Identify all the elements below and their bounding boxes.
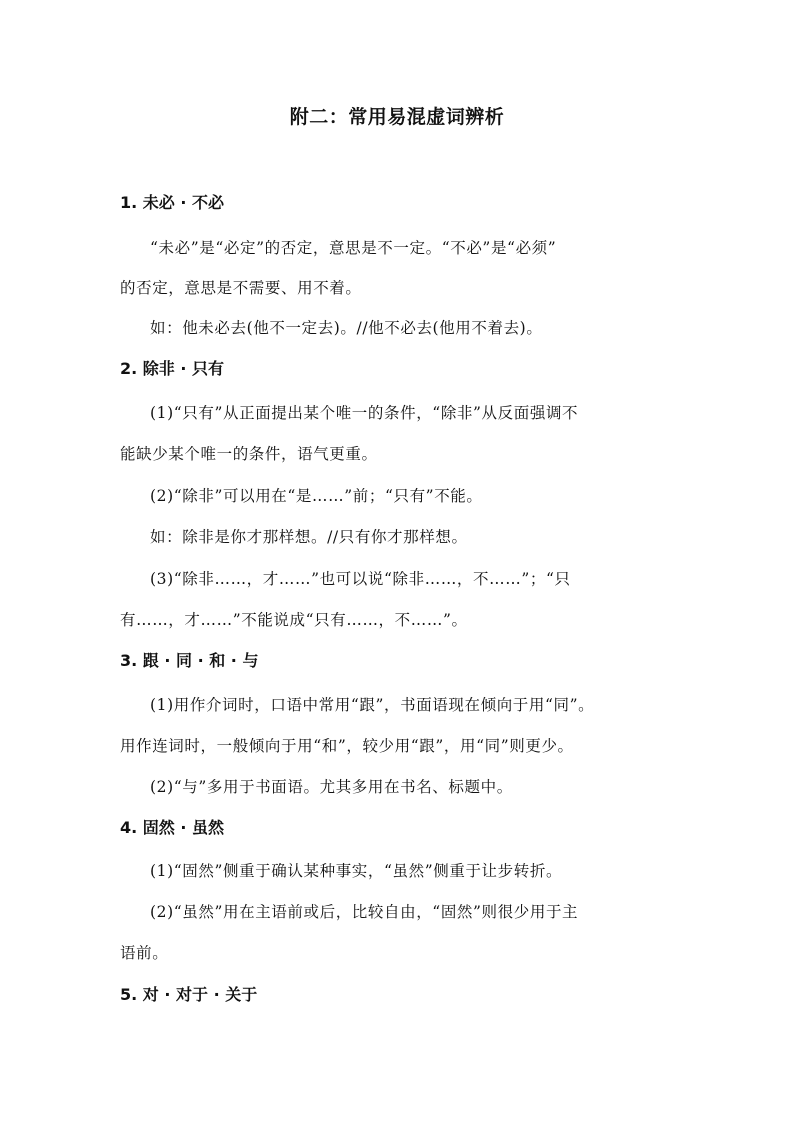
paragraph-line: (3)“除非……，才……”也可以说“除非……，不……”；“只 — [150, 570, 571, 588]
section-heading-5: 5. 对 · 对于 · 关于 — [120, 985, 258, 1004]
section-heading-3: 3. 跟 · 同 · 和 · 与 — [120, 651, 259, 670]
paragraph-line: 用作连词时，一般倾向于用“和”，较少用“跟”，用“同”则更少。 — [120, 737, 574, 755]
page-title: 附二：常用易混虚词辨析 — [289, 106, 505, 128]
paragraph-line: (2)“虽然”用在主语前或后，比较自由，“固然”则很少用于主 — [150, 903, 579, 921]
paragraph-line: 有……，才……”不能说成“只有……，不……”。 — [120, 611, 468, 629]
paragraph-line: (1)“只有”从正面提出某个唯一的条件，“除非”从反面强调不 — [150, 404, 579, 422]
paragraph-line: 的否定，意思是不需要、用不着。 — [120, 279, 362, 297]
paragraph-line: “未必”是“必定”的否定，意思是不一定。“不必”是“必须” — [150, 239, 557, 257]
paragraph-line: 语前。 — [120, 944, 169, 962]
section-heading-1: 1. 未必 · 不必 — [120, 193, 225, 212]
example-line: 如：他未必去(他不一定去)。//他不必去(他用不着去)。 — [150, 319, 543, 337]
paragraph-line: (2)“除非”可以用在“是……”前；“只有”不能。 — [150, 487, 483, 505]
paragraph-line: (1)用作介词时，口语中常用“跟”，书面语现在倾向于用“同”。 — [150, 696, 595, 714]
paragraph-line: 能缺少某个唯一的条件，语气更重。 — [120, 445, 378, 463]
paragraph-line: (2)“与”多用于书面语。尤其多用在书名、标题中。 — [150, 778, 513, 796]
section-heading-4: 4. 固然 · 虽然 — [120, 818, 225, 837]
section-heading-2: 2. 除非 · 只有 — [120, 359, 225, 378]
example-line: 如：除非是你才那样想。//只有你才那样想。 — [150, 528, 468, 546]
paragraph-line: (1)“固然”侧重于确认某种事实，“虽然”侧重于让步转折。 — [150, 862, 563, 880]
